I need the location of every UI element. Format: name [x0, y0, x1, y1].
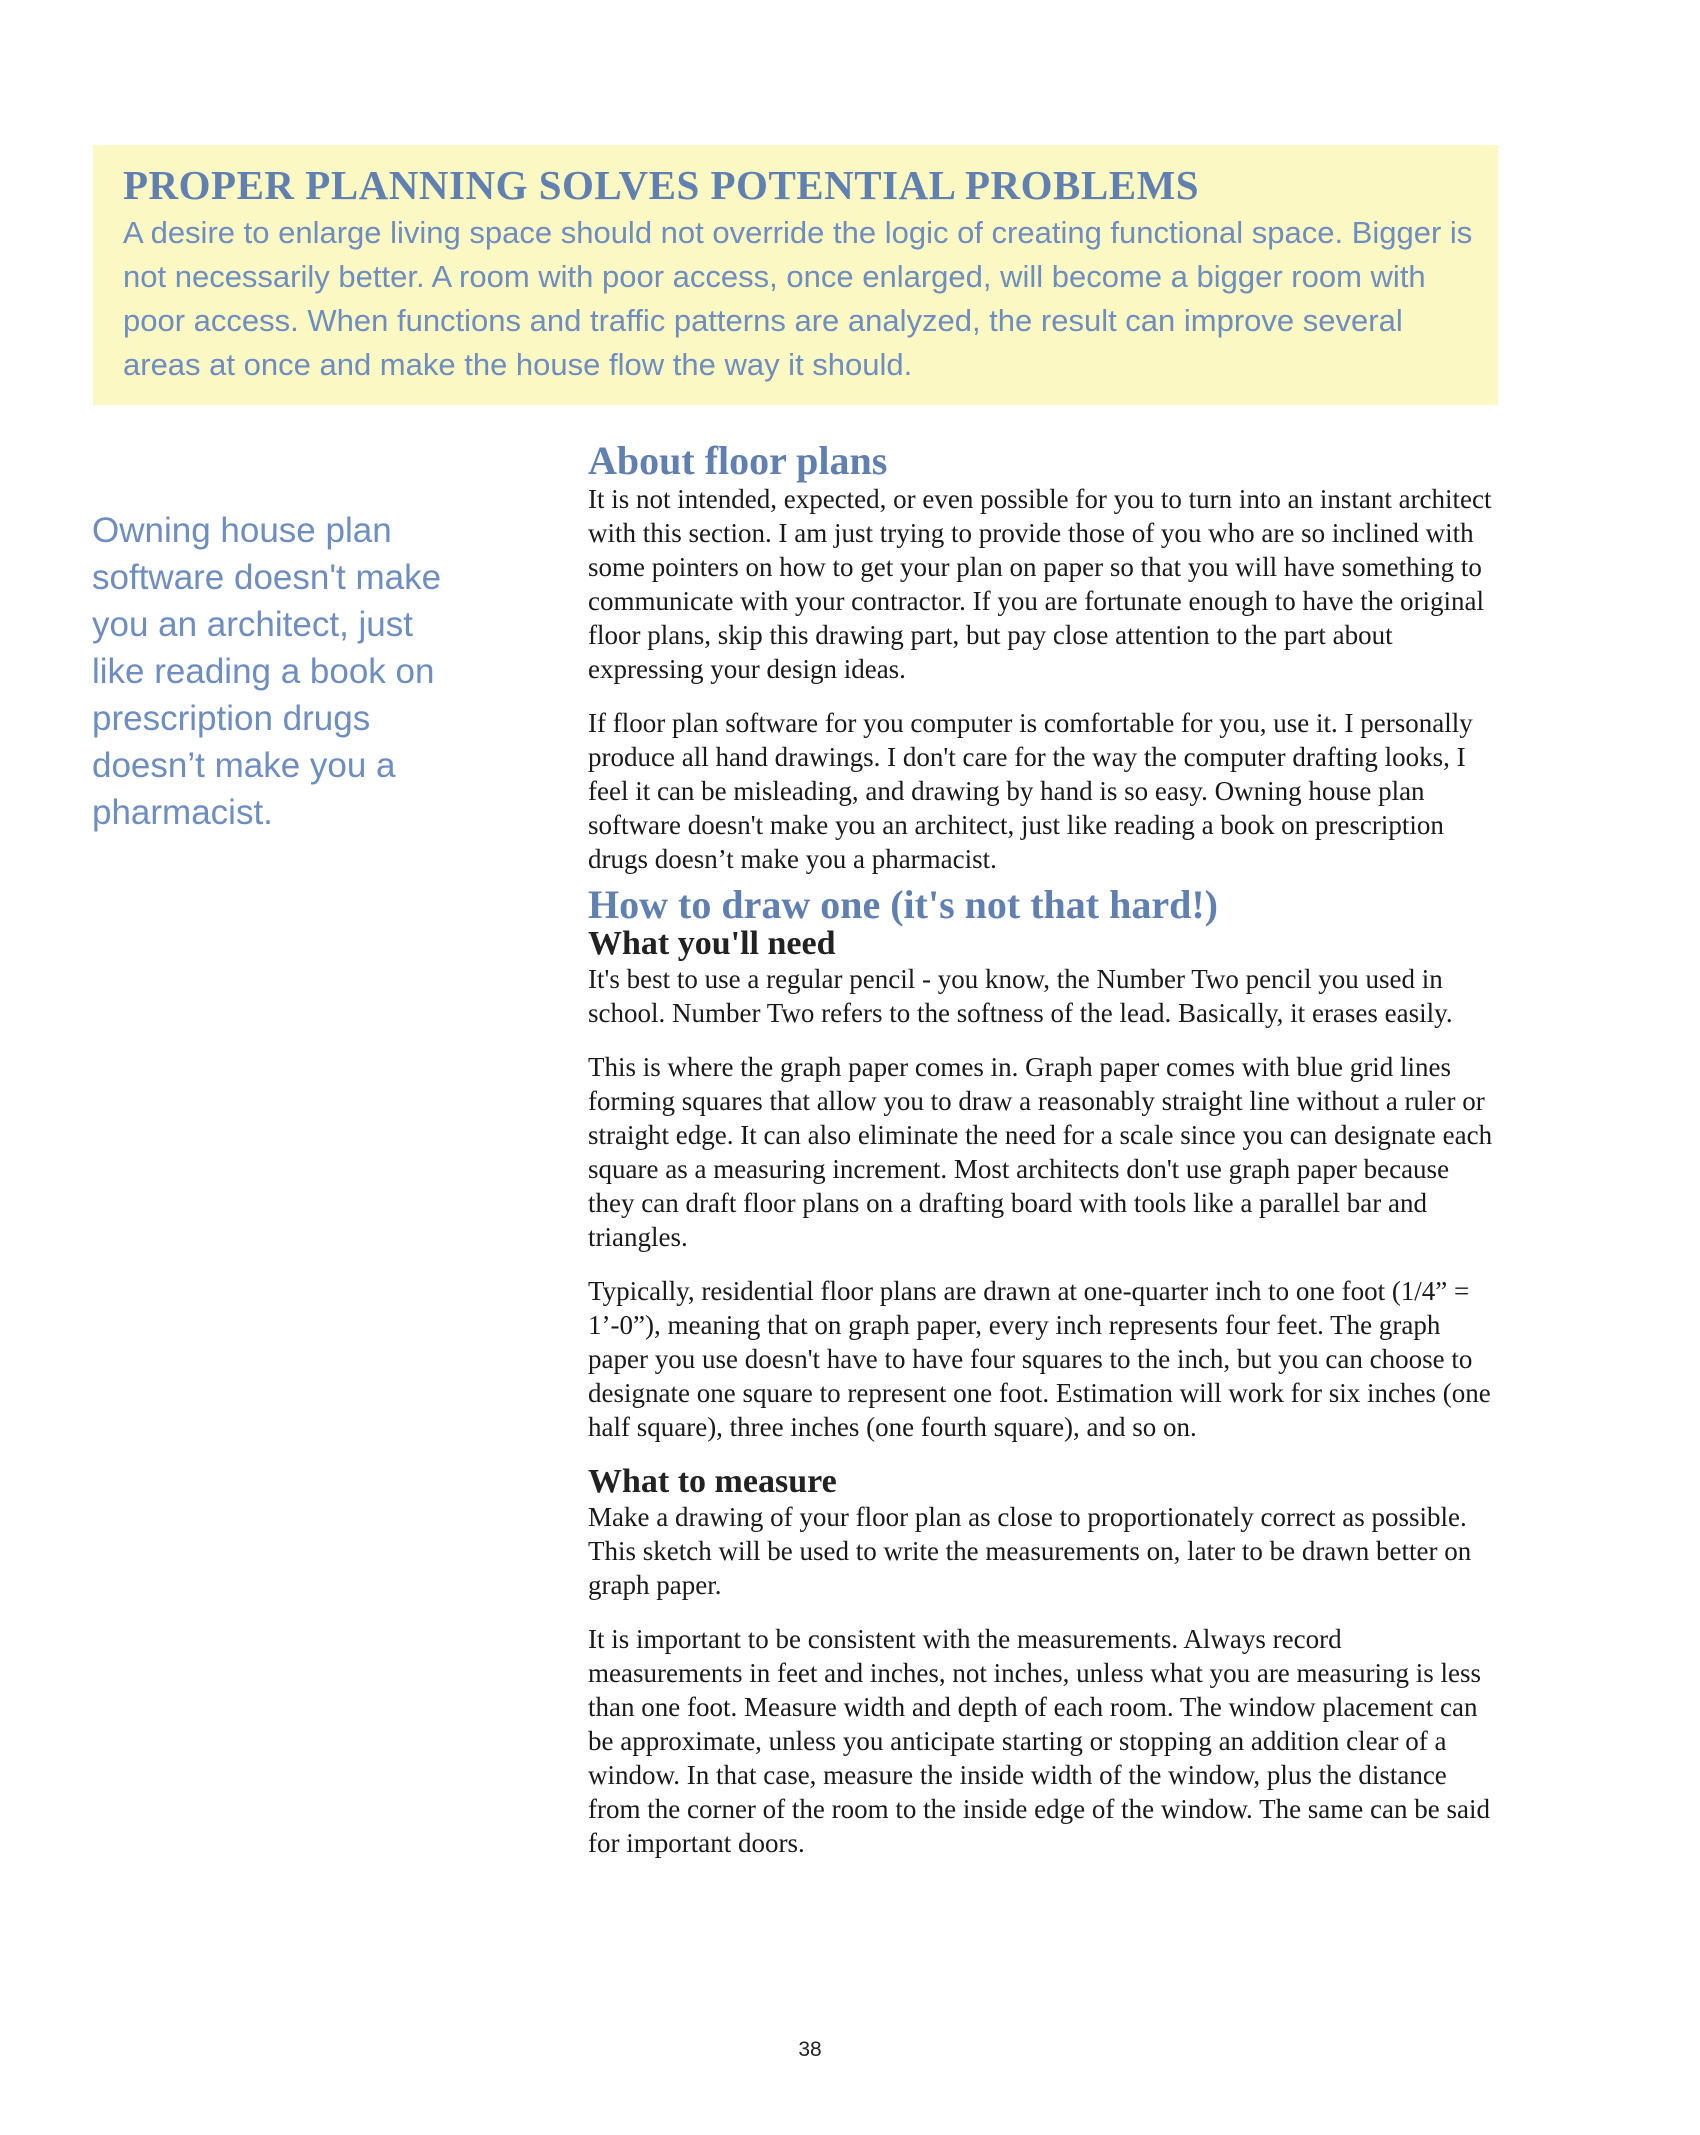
need-paragraph-3: Typically, residential floor plans are drawn at one-quarter inch to one foot (1/4” = 1’-0”), meaning that on graph paper, every inch represents four feet. The graph paper you use doesn't have to have four squares to the inch, but you can choose to designate one square to represent one foot. Estimation will work for six inches (one half square), three inches (one fourth square), and so on. — [588, 1276, 1491, 1442]
about-floor-plans-heading: About floor plans — [588, 438, 888, 483]
need-paragraph-2: This is where the graph paper comes in. Graph paper comes with blue grid lines forming squares that allow you to draw a reasonably straight line without a ruler or straight edge. It can also eliminate the need for a scale since you can designate each square as a measuring increment. Most architects don't use graph paper because they can draft floor plans on a drafting board with tools like a parallel bar and triangles. — [588, 1052, 1493, 1252]
about-paragraph-2: If floor plan software for you computer is comfortable for you, use it. I personally produce all hand drawings. I don't care for the way the computer drafting looks, I feel it can be misleading, and drawing by hand is so easy. Owning house plan software doesn't make you an architect, just like reading a book on prescription drugs doesn’t make you a pharmacist. — [588, 708, 1473, 874]
callout-title: PROPER PLANNING SOLVES POTENTIAL PROBLEMS — [123, 162, 1200, 208]
main-column — [588, 440, 1498, 1860]
about-paragraph-1: It is not intended, expected, or even possible for you to turn into an instant architect with this section. I am just trying to provide those of you who are so inclined with some pointers on how to get your plan on paper so that you will have something to communicate with your contractor. If you are fortunate enough to have the original floor plans, skip this drawing part, but pay close attention to the part about expressing your design ideas. — [588, 484, 1492, 684]
page-number: 38 — [798, 2038, 822, 2061]
what-to-measure-heading: What to measure — [588, 1463, 837, 1500]
measure-paragraph-2: It is important to be consistent with the measurements. Always record measurements in feet and inches, not inches, unless what you are measuring is less than one foot. Measure width and depth of each room. The window placement can be approximate, unless you anticipate starting or stopping an addition clear of a window. In that case, measure the inside width of the window, plus the distance from the corner of the room to the inside edge of the window. The same can be said for important doors. — [588, 1624, 1490, 1858]
how-to-draw-heading: How to draw one (it's not that hard!) — [588, 882, 1218, 927]
sidebar-pull-quote: Owning house plan software doesn't make you an architect, just like reading a book on prescription drugs doesn’t make you a pharmacist. — [92, 511, 442, 832]
callout-body: A desire to enlarge living space should not override the logic of creating functional space. Bigger is not necessarily better. A room with poor access, once enlarged, will become a bigger room with poor access. When functions and traffic patterns are analyzed, the result can improve several areas at once and make the house flow the way it should. — [123, 215, 1473, 382]
callout-box — [93, 145, 1498, 405]
what-youll-need-heading: What you'll need — [588, 925, 836, 962]
need-paragraph-1: It's best to use a regular pencil - you know, the Number Two pencil you used in school. Number Two refers to the softness of the lead. Basically, it erases easily. — [588, 964, 1453, 1028]
measure-paragraph-1: Make a drawing of your floor plan as close to proportionately correct as possible. This sketch will be used to write the measurements on, later to be drawn better on graph paper. — [588, 1502, 1472, 1600]
